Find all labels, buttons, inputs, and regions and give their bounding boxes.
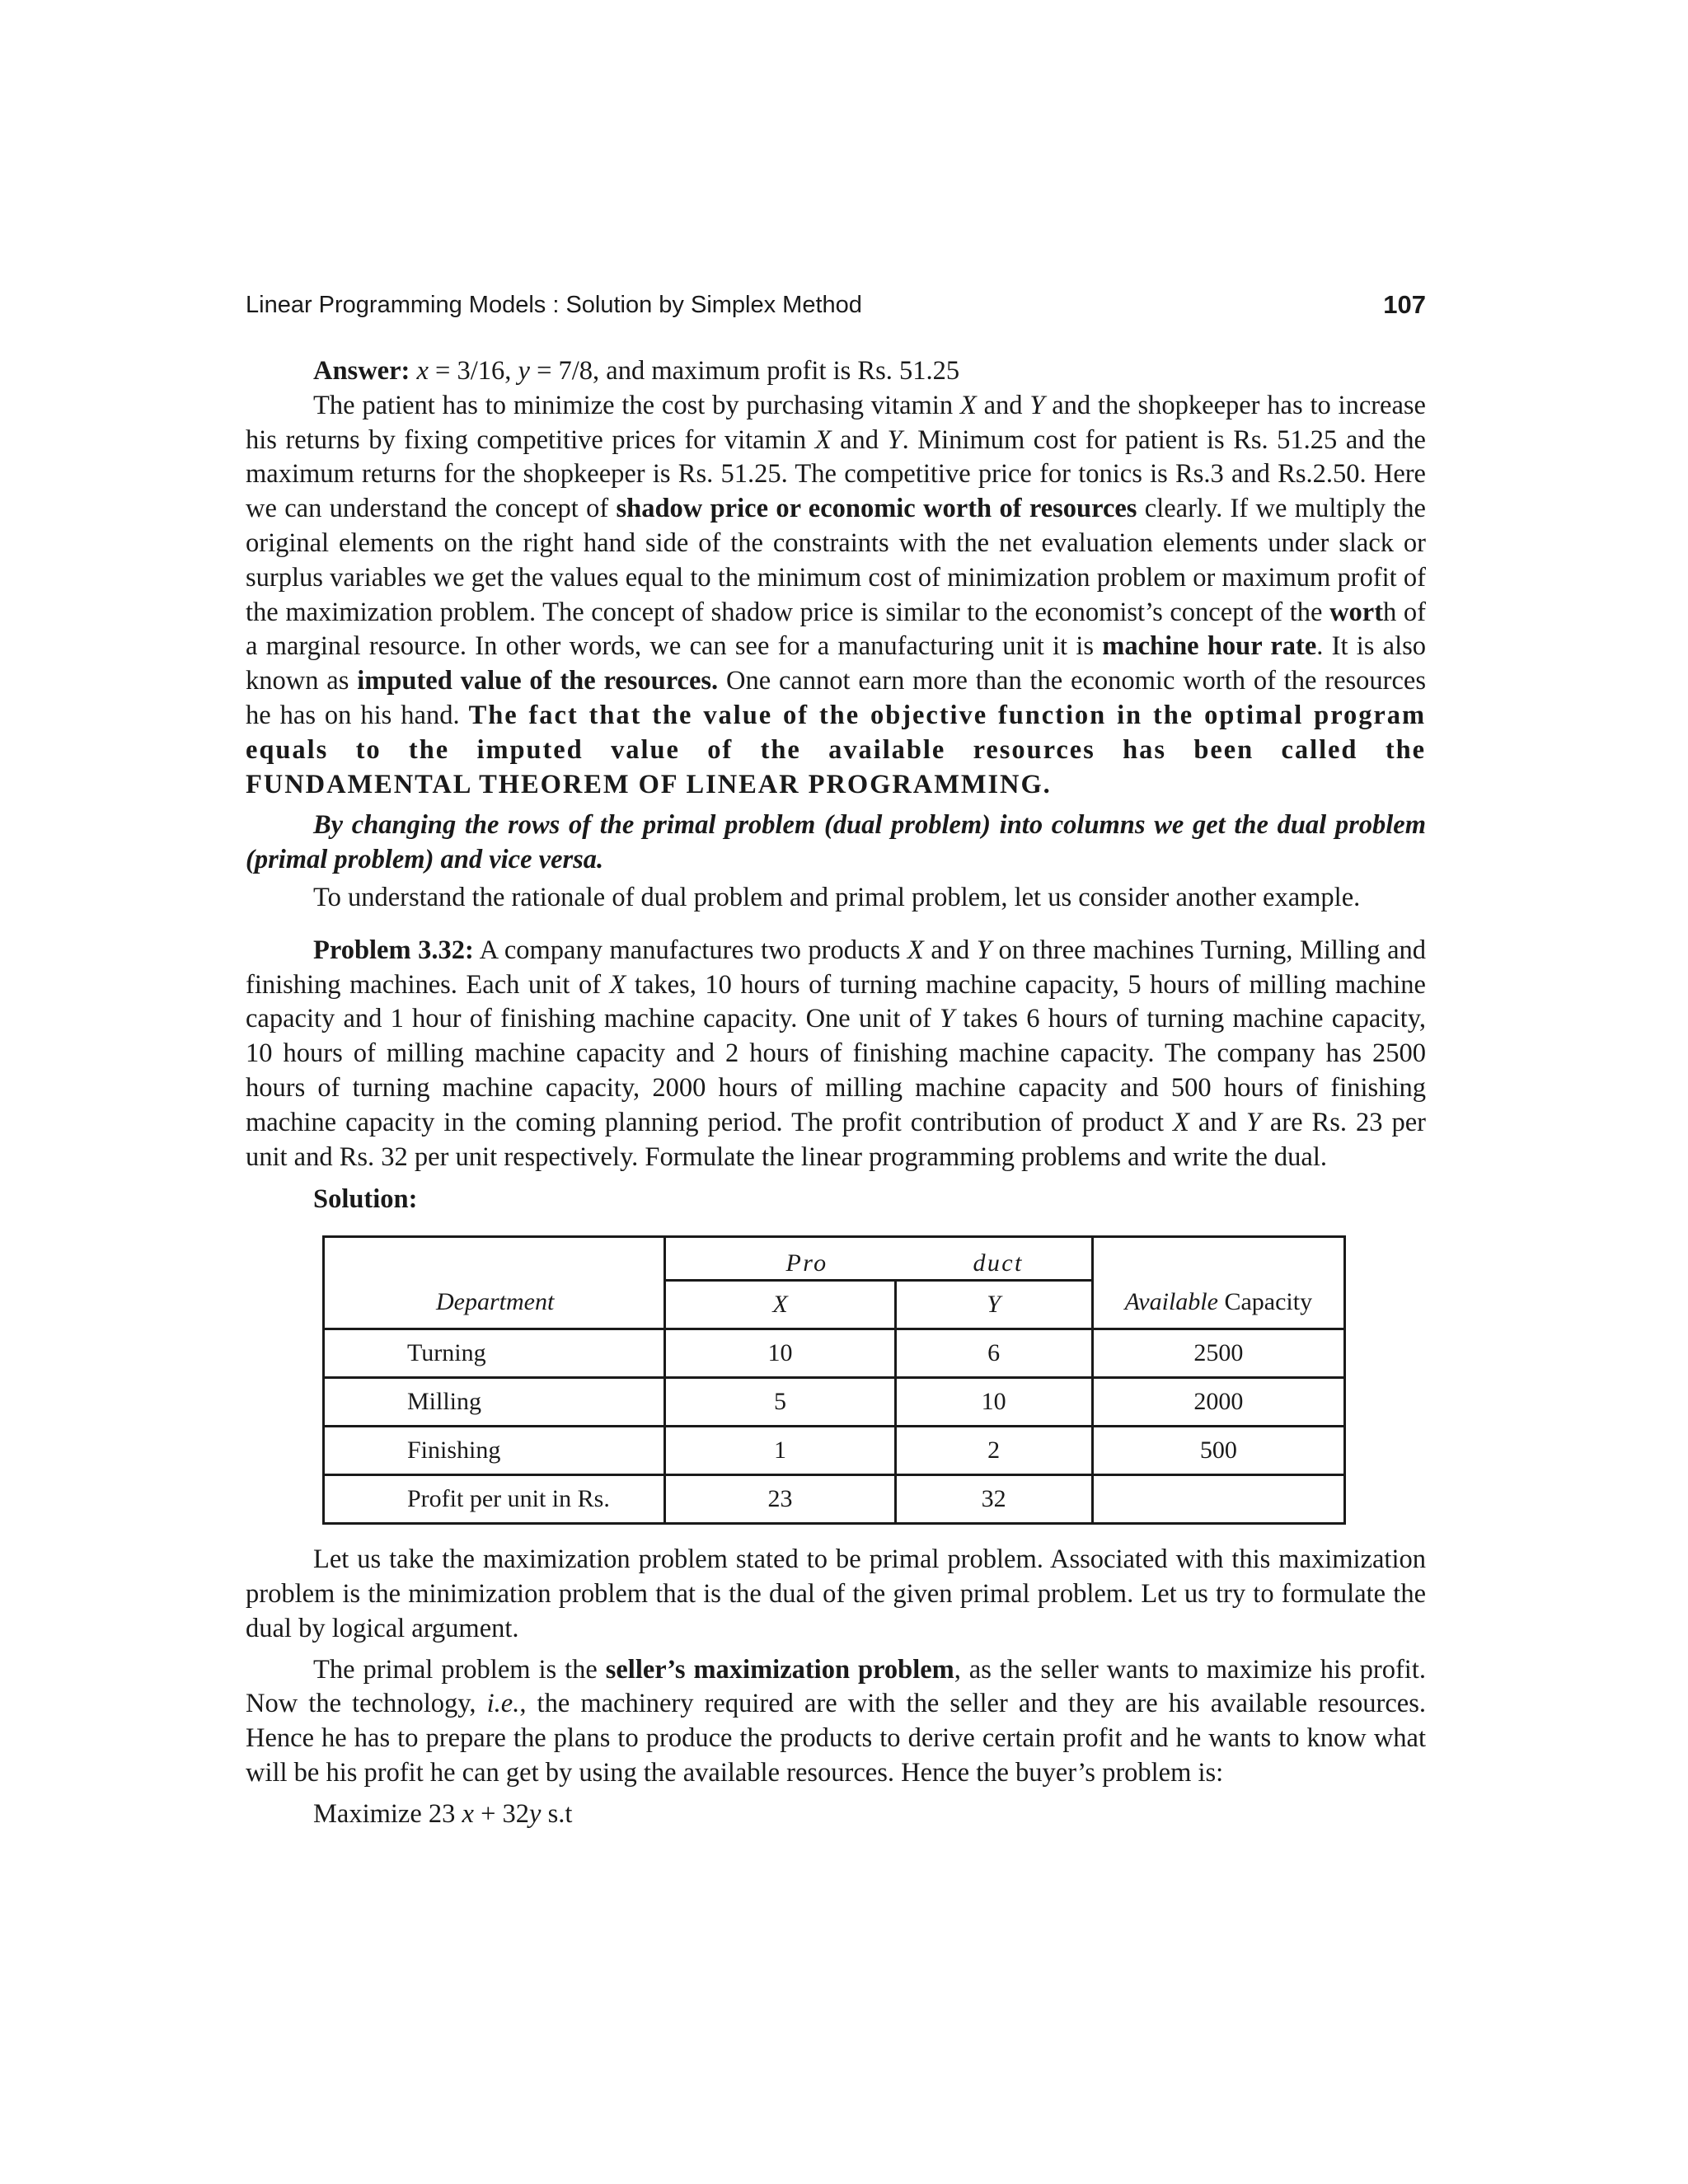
var-x: X [814, 424, 832, 455]
var-y: Y [887, 424, 903, 455]
header-product-part-b: duct [973, 1249, 1024, 1277]
text-run: and the shopkeeper has to increase his returns by fixing competitive prices for vitamin [246, 390, 1426, 455]
text-run: , the machinery required are with the seller and they are his available resources. Hence he has to prepare the plans to produce the products to derive certain profit and he wants to know what will be his profit he can get by using the available resources. Hence the buyer’s problem is: [246, 1689, 1426, 1788]
text-run: and [831, 424, 888, 455]
text-run: The primal problem is the [313, 1654, 606, 1685]
text-run: and [976, 390, 1030, 420]
running-header [246, 287, 1426, 323]
text-run: . It is also known as [246, 631, 1427, 696]
text-run: and [923, 935, 977, 965]
body-text [246, 354, 1426, 1832]
text-run: The patient has to minimize the cost by purchasing vitamin [313, 390, 960, 420]
row-label: Profit per unit in Rs. [324, 1475, 665, 1524]
text-run: on three machines Turning, Milling and finishing machines. Each unit of [246, 935, 1426, 1000]
text-run: takes, 10 hours of turning machine capacity, 5 hours of milling machine capacity and 1 hour of finishing machine capacity. One unit of [246, 969, 1426, 1034]
header-col-y: Y [895, 1281, 1092, 1329]
abbr-ie: i.e. [486, 1689, 520, 1719]
text-run: , as the seller wants to maximize his profit. Now the technology, [246, 1654, 1426, 1719]
var-y: Y [976, 935, 992, 965]
rationale-sentence: To understand the rationale of dual problem and primal problem, let us consider another example. [313, 882, 1361, 912]
cell-y: 2 [895, 1427, 1092, 1475]
cell-x: 10 [665, 1329, 895, 1378]
header-department: Department [324, 1237, 665, 1329]
text-run: Maximize 23 [313, 1798, 462, 1829]
answer-line [246, 354, 1426, 389]
bold-term-imputed-value: imputed value of the resources. [357, 666, 719, 696]
cell-capacity: 500 [1092, 1427, 1344, 1475]
problem-statement [246, 934, 1426, 1175]
var-y: Y [1029, 390, 1045, 420]
answer-x-value: = 3/16, [428, 356, 518, 386]
cell-x: 1 [665, 1427, 895, 1475]
row-label: Finishing [324, 1427, 665, 1475]
var-x: X [907, 935, 924, 965]
cell-capacity [1092, 1475, 1344, 1524]
var-y: Y [939, 1004, 955, 1034]
answer-y-var: y [518, 356, 530, 386]
bold-term-machine-hour-rate: machine hour rate [1102, 631, 1317, 662]
fundamental-theorem-statement: The fact that the value of the objective function in the optimal program equals to the imputed value of the available resources has been called the FUNDAMENTAL THEOREM OF LINEAR PROGRAMMING. [246, 700, 1426, 799]
header-available: Available [1124, 1288, 1218, 1316]
text-run: One cannot earn more than the economic worth of the resources he has on his hand. [246, 666, 1426, 730]
problem-label: Problem 3.32: [313, 935, 474, 965]
var-x: X [1173, 1107, 1189, 1137]
table-row [324, 1427, 1345, 1475]
shadow-price-paragraph [246, 389, 1426, 803]
text-run: takes 6 hours of turning machine capacity, 10 hours of milling machine capacity and 2 hours of finishing machine capacity. The company has 2500 hours of turning machine capacity, 2000 hours of milling machine capacity and 500 hours of finishing machine capacity in the coming planning period. The profit contribution of product [246, 1004, 1426, 1137]
answer-x-var: x [416, 356, 429, 386]
var-x: x [462, 1798, 474, 1829]
var-y: y [529, 1798, 542, 1829]
objective-function [246, 1797, 1426, 1832]
var-x: X [609, 969, 626, 1000]
row-label: Milling [324, 1378, 665, 1427]
text-run: + 32 [473, 1798, 530, 1829]
var-y: Y [1245, 1107, 1261, 1137]
primal-dual-paragraph: Let us take the maximization problem stated to be primal problem. Associated with this maximization problem is the minimization problem that is the dual of the given primal problem. Let us try to formulate the dual by logical argument. [246, 1544, 1426, 1643]
cell-y: 32 [895, 1475, 1092, 1524]
var-x: X [959, 390, 977, 420]
cell-y: 6 [895, 1329, 1092, 1378]
text-run: and [1189, 1107, 1246, 1137]
duality-statement: By changing the rows of the primal problem (dual problem) into columns we get the dual problem (primal problem) and vice versa. [246, 810, 1426, 875]
table-row [324, 1475, 1345, 1524]
bold-term-worth: wort [1329, 597, 1384, 627]
cell-x: 23 [665, 1475, 895, 1524]
cell-capacity: 2000 [1092, 1378, 1344, 1427]
bold-term-seller-problem: seller’s maximization problem [605, 1654, 954, 1685]
cell-capacity: 2500 [1092, 1329, 1344, 1378]
row-label: Turning [324, 1329, 665, 1378]
table-header-row-1 [324, 1237, 1345, 1281]
chapter-title: Linear Programming Models : Solution by Simplex Method [246, 292, 862, 318]
header-col-x: X [665, 1281, 895, 1329]
header-available-capacity [1092, 1237, 1344, 1329]
capacity-table [322, 1235, 1346, 1525]
cell-y: 10 [895, 1378, 1092, 1427]
table-row [324, 1378, 1345, 1427]
bold-term-shadow-price: shadow price or economic worth of resources [616, 494, 1137, 524]
text-run: . Minimum cost for patient is Rs. 51.25 and the maximum returns for the shopkeeper is Rs. 51.25. The competitive price for tonics is Rs.3 and Rs.2.50. Here we can understand the concept of [246, 424, 1426, 524]
header-product-part-a: Pro [785, 1249, 828, 1277]
text-run: are Rs. 23 per unit and Rs. 32 per unit respectively. Formulate the linear programming problems and write the dual. [246, 1107, 1426, 1172]
seller-problem-paragraph [246, 1653, 1426, 1791]
answer-label: Answer: [313, 356, 410, 386]
table-row [324, 1329, 1345, 1378]
text-run: clearly. If we multiply the original elements on the right hand side of the constraints with the net evaluation elements under slack or surplus variables we get the values equal to the minimum cost of minimization problem or maximum profit of the maximization problem. The concept of shadow price is similar to the economist’s concept of the [246, 494, 1426, 627]
text-run: A company manufactures two products [473, 935, 907, 965]
answer-rest: = 7/8, and maximum profit is Rs. 51.25 [529, 356, 960, 386]
header-product [665, 1237, 1092, 1281]
text-run: s.t [541, 1798, 573, 1829]
solution-heading [246, 1183, 1426, 1217]
solution-label: Solution: [313, 1184, 418, 1215]
cell-x: 5 [665, 1378, 895, 1427]
text-run: h of a marginal resource. In other words, we can see for a manufacturing unit it is [246, 597, 1426, 662]
header-capacity: Capacity [1217, 1288, 1313, 1316]
page-number: 107 [1383, 290, 1426, 319]
